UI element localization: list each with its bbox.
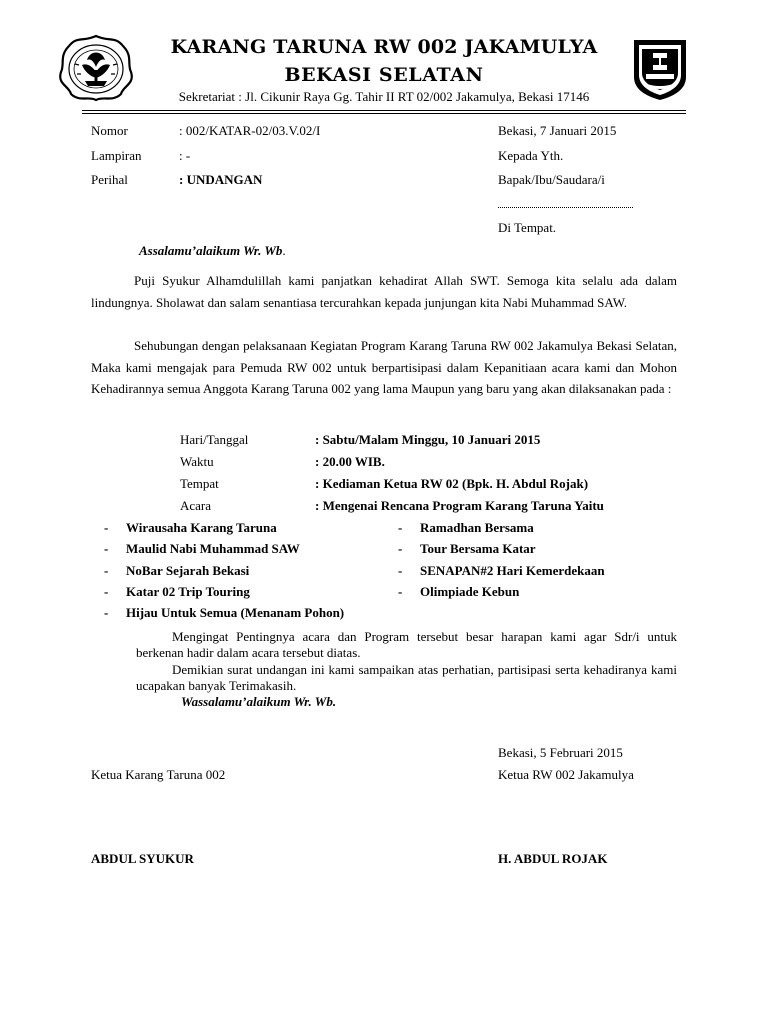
signature-place-date: Bekasi, 5 Februari 2015 xyxy=(498,745,623,760)
program-item: Tour Bersama Katar xyxy=(420,541,536,556)
di-tempat: Di Tempat. xyxy=(498,220,557,235)
program-item: Wirausaha Karang Taruna xyxy=(126,520,277,535)
waktu-label: Waktu xyxy=(180,454,214,469)
program-item: SENAPAN#2 Hari Kemerdekaan xyxy=(420,563,605,578)
acara-value: : Mengenai Rencana Program Karang Taruna Yaitu xyxy=(315,498,604,513)
list-bullet: - xyxy=(104,541,109,556)
perihal-value: : UNDANGAN xyxy=(179,172,263,187)
list-bullet: - xyxy=(104,584,109,599)
signatory-left-title: Ketua Karang Taruna 002 xyxy=(91,767,226,782)
lampiran-value: : - xyxy=(179,148,191,163)
greeting: Assalamu’alaikum Wr. Wb. xyxy=(139,243,286,258)
letter-place-date: Bekasi, 7 Januari 2015 xyxy=(498,123,617,138)
program-item: NoBar Sejarah Bekasi xyxy=(126,563,250,578)
paragraph-invitation: Sehubungan dengan pelaksanaan Kegiatan Program Karang Taruna RW 002 Jakamulya Bekasi Selatan, Maka kami mengajak para Pemuda RW 002 untuk berpartisipasi dalam Kepanitiaan acara kami dan Mohon Kehadirannya semua Anggota Karang Taruna 002 yang lama Maupun yang baru yang akan dilaksanakan pada : xyxy=(91,338,677,396)
list-bullet: - xyxy=(104,563,109,578)
tempat-value: : Kediaman Ketua RW 02 (Bpk. H. Abdul Rojak) xyxy=(315,476,589,491)
program-item: Hijau Untuk Semua (Menanam Pohon) xyxy=(126,605,345,620)
paragraph-opening: Puji Syukur Alhamdulillah kami panjatkan kehadirat Allah SWT. Semoga kita selalu ada dalam lindungnya. Sholawat dan salam senantiasa tercurahkan kepada junjungan kita Nabi Muhammad SAW. xyxy=(91,273,677,310)
hari-value: : Sabtu/Malam Minggu, 10 Januari 2015 xyxy=(315,432,541,447)
acara-label: Acara xyxy=(180,498,212,513)
tempat-label: Tempat xyxy=(180,476,219,491)
program-item: Olimpiade Kebun xyxy=(420,584,520,599)
organization-name: KARANG TARUNA RW 002 JAKAMULYA xyxy=(170,36,598,58)
kepada-yth: Kepada Yth. xyxy=(498,148,564,163)
list-bullet: - xyxy=(398,563,403,578)
recipient: Bapak/Ibu/Saudara/i xyxy=(498,172,605,187)
header-divider xyxy=(82,110,686,111)
nomor-value: : 002/KATAR-02/03.V.02/I xyxy=(179,123,321,138)
organization-region: BEKASI SELATAN xyxy=(284,64,484,86)
lampiran-label: Lampiran xyxy=(91,148,142,163)
perihal-label: Perihal xyxy=(91,172,128,187)
program-item: Katar 02 Trip Touring xyxy=(126,584,250,599)
list-bullet: - xyxy=(104,605,109,620)
signatory-left-name: ABDUL SYUKUR xyxy=(91,851,194,866)
header-divider-thin xyxy=(82,113,686,114)
program-item: Ramadhan Bersama xyxy=(420,520,534,535)
recipient-dotted-line xyxy=(498,207,633,208)
signatory-right-name: H. ABDUL ROJAK xyxy=(498,851,608,866)
program-item: Maulid Nabi Muhammad SAW xyxy=(126,541,300,556)
list-bullet: - xyxy=(104,520,109,535)
list-bullet: - xyxy=(398,520,403,535)
paragraph-thanks: Demikian surat undangan ini kami sampaikan atas perhatian, partisipasi serta kehadiranya kami ucapakan banyak Terimakasih. xyxy=(136,662,677,693)
list-bullet: - xyxy=(398,584,403,599)
hari-label: Hari/Tanggal xyxy=(180,432,249,447)
list-bullet: - xyxy=(398,541,403,556)
signatory-right-title: Ketua RW 002 Jakamulya xyxy=(498,767,634,782)
closing-salutation: Wassalamu’alaikum Wr. Wb. xyxy=(181,694,337,709)
waktu-value: : 20.00 WIB. xyxy=(315,454,385,469)
secretariat-address: Sekretariat : Jl. Cikunir Raya Gg. Tahir II RT 02/002 Jakamulya, Bekasi 17146 xyxy=(178,89,590,104)
paragraph-hope: Mengingat Pentingnya acara dan Program tersebut besar harapan kami agar Sdr/i untuk berkenan hadir dalam acara tersebut diatas. xyxy=(136,629,677,660)
nomor-label: Nomor xyxy=(91,123,128,138)
